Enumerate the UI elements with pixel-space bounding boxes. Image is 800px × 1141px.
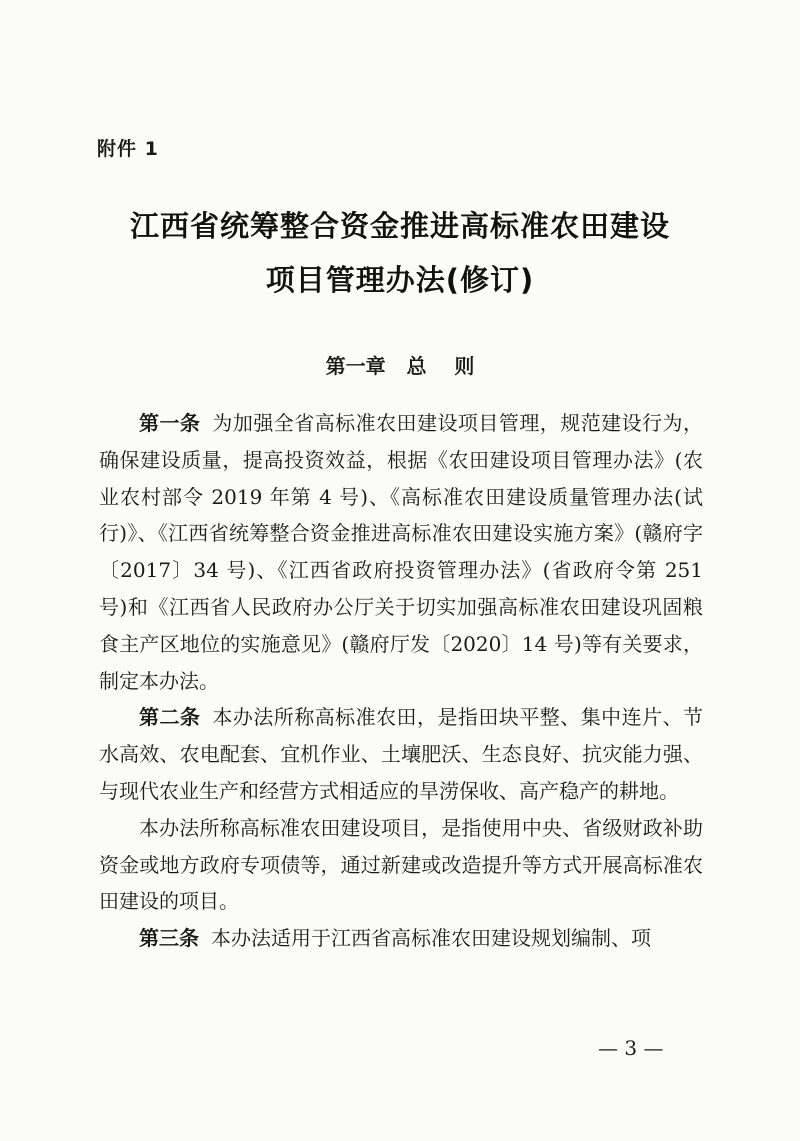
chapter-heading: 第一章 总 则	[325, 354, 475, 378]
article-paragraph	[99, 810, 703, 920]
document-title-line-2: 项目管理办法(修订)	[265, 263, 535, 297]
article-label: 第二条	[139, 705, 201, 730]
article-text: 本办法适用于江西省高标准农田建设规划编制、项	[211, 926, 651, 951]
article-paragraph	[99, 920, 703, 957]
article-paragraph	[99, 699, 703, 809]
article-paragraph	[99, 405, 703, 699]
article-text: 本办法所称高标准农田建设项目，是指使用中央、省级财政补助资金或地方政府专项债等，通过新建或改造提升等方式开展高标准农田建设的项目。	[99, 815, 703, 914]
page-number: — 3 —	[598, 1036, 664, 1060]
article-label: 第一条	[139, 411, 201, 435]
attachment-label: 附件 1	[97, 138, 159, 160]
article-text: 本办法所称高标准农田，是指田块平整、集中连片、节水高效、农电配套、宜机作业、土壤肥沃、生态良好、抗灾能力强、与现代农业生产和经营方式相适应的旱涝保收、高产稳产的耕地。	[99, 705, 704, 803]
document-body	[99, 405, 703, 957]
document-title-line-1: 江西省统筹整合资金推进高标准农田建设	[129, 209, 670, 243]
article-label: 第三条	[139, 926, 199, 951]
article-text: 为加强全省高标准农田建设项目管理，规范建设行为，确保建设质量，提高投资效益，根据《农田建设项目管理办法》(农业农村部令 2019 年第 4 号)、《高标准农田建设质量管理办法(试行)》、《江西省统筹整合资金推进高标准农田建设实施方案》(赣府字〔2017〕34 号)、《江西省政府投资管理办法》(省政府令第 251 号)和《江西省人民政府办公厅关于切实加强高标准农田建设巩固粮食主产区地位的实施意见》(赣府厅发〔2020〕14 号)等有关要求，制定本办法。	[99, 411, 704, 693]
